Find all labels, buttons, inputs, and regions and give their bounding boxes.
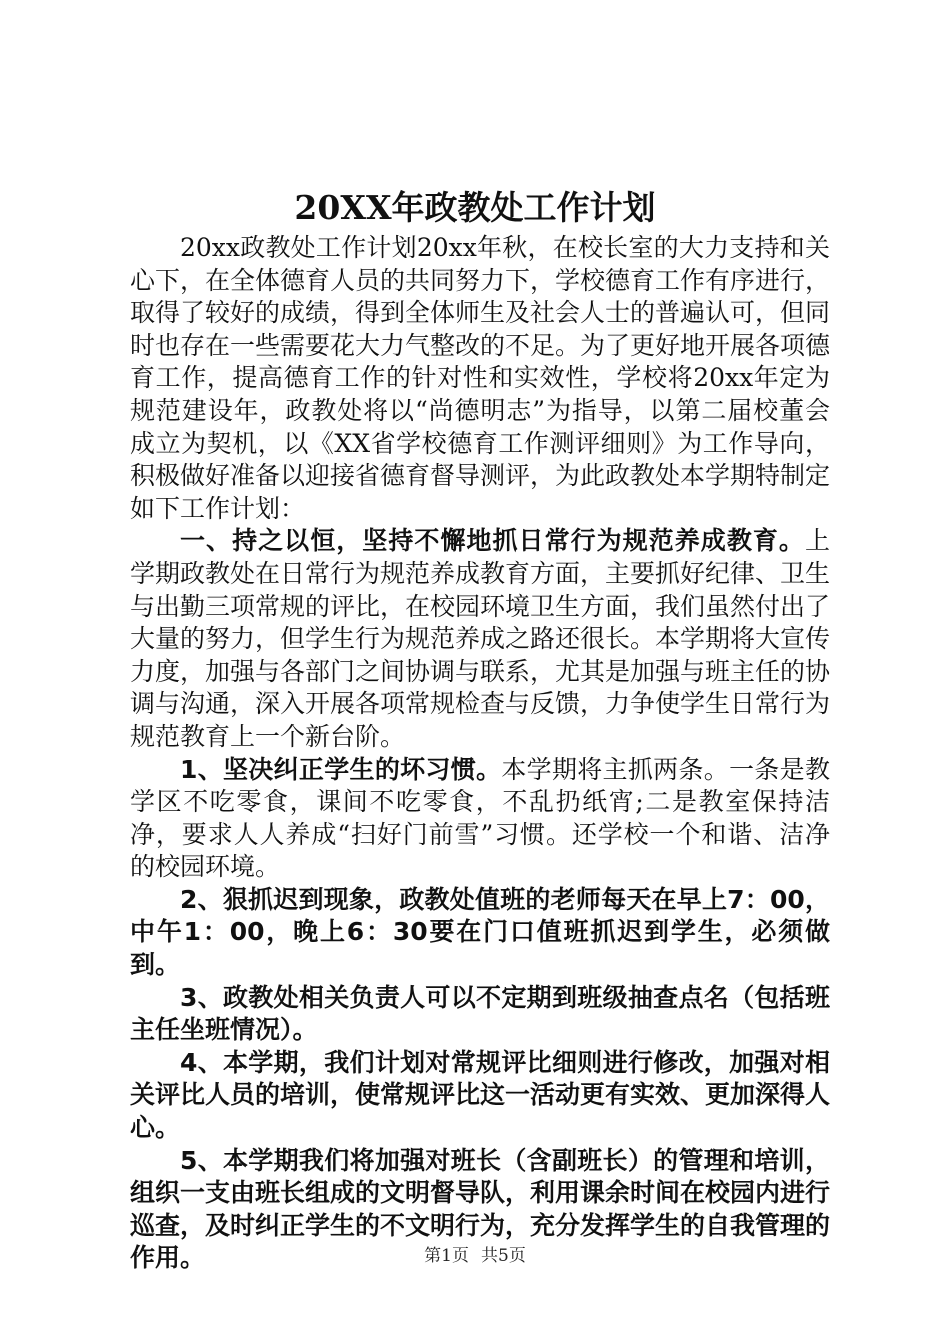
document-body <box>130 232 830 1275</box>
item-3-paragraph: 3、政教处相关负责人可以不定期到班级抽查点名（包括班主任坐班情况）。 <box>130 982 830 1045</box>
page-total: 共5页 <box>481 1246 526 1266</box>
intro-paragraph: 20xx政教处工作计划20xx年秋，在校长室的大力支持和关心下，在全体德育人员的共同努力下，学校德育工作有序进行，取得了较好的成绩，得到全体师生及社会人士的普遍认可，但同时也存在一些需要花大力气整改的不足。为了更好地开展各项德育工作，提高德育工作的针对性和实效性，学校将20xx年定为规范建设年，政教处将以“尚德明志”为指导，以第二届校董会成立为契机，以《XX省学校德育工作测评细则》为工作导向，积极做好准备以迎接省德育督导测评，为此政教处本学期特制定如下工作计划： <box>130 233 831 523</box>
section-1-heading: 一、持之以恒，坚持不懈地抓日常行为规范养成教育。 <box>180 526 805 556</box>
item-1-text: 本学期将主抓两条。一条是教学区不吃零食，课间不吃零食，不乱扔纸宵;二是教室保持洁净，要求人人养成“扫好门前雪”习惯。还学校一个和谐、洁净的校园环境。 <box>130 754 830 882</box>
item-1-heading: 1、坚决纠正学生的坏习惯。 <box>180 754 502 784</box>
item-4-paragraph: 4、本学期，我们计划对常规评比细则进行修改，加强对相关评比人员的培训，使常规评比这一活动更有实效、更加深得人心。 <box>130 1047 831 1143</box>
section-1-text: 上学期政教处在日常行为规范养成教育方面，主要抓好纪律、卫生与出勤三项常规的评比，在校园环境卫生方面，我们虽然付出了大量的努力，但学生行为规范养成之路还很长。本学期将大宣传力度，加强与各部门之间协调与联系，尤其是加强与班主任的协调与沟通，深入开展各项常规检查与反馈，力争使学生日常行为规范教育上一个新台阶。 <box>130 526 831 751</box>
page-footer <box>0 1244 950 1268</box>
item-1-paragraph <box>130 754 830 884</box>
page-number: 第1页 <box>424 1246 469 1266</box>
document-title: 20XX年政教处工作计划 <box>294 188 656 227</box>
item-2-paragraph: 2、狠抓迟到现象，政教处值班的老师每天在早上7：00，中午1：00，晚上6：30要在门口值班抓迟到学生，必须做到。 <box>130 884 830 980</box>
item-5-paragraph: 5、本学期我们将加强对班长（含副班长）的管理和培训，组织一支由班长组成的文明督导队，利用课余时间在校园内进行巡查，及时纠正学生的不文明行为，充分发挥学生的自我管理的作用。 <box>130 1145 831 1273</box>
section-1-paragraph <box>130 525 830 753</box>
